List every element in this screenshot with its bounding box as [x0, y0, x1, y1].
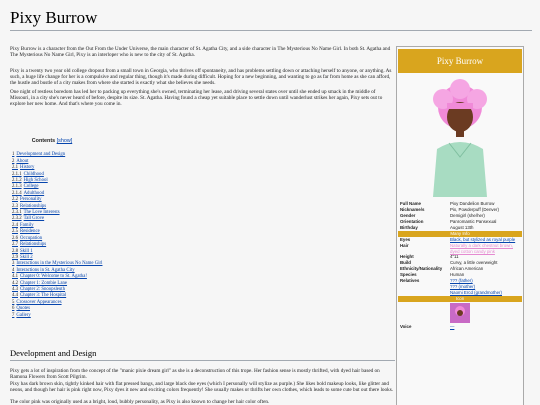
toc-item-number: 4 [12, 267, 15, 273]
toc-item-label[interactable]: Residence [20, 229, 40, 235]
toc-item-number: 5 [12, 299, 15, 305]
infobox-value: Demigirl (she/her) [450, 213, 485, 218]
toc-item-number: 1 [12, 152, 15, 158]
infobox-value: 4"11 [450, 254, 459, 260]
infobox-title: Pixy Burrow [398, 49, 522, 73]
toc-item-label[interactable]: Interactions in the Mysterious No Name Girl [16, 261, 103, 267]
toc-item-number: 2.7 [12, 242, 18, 248]
infobox-section-header-info: Many Info [398, 231, 522, 237]
toc-item-number: 2 [12, 158, 15, 164]
infobox-value: Curvy, a little overweight [450, 260, 498, 266]
toc-item-label[interactable]: Personality [20, 197, 42, 203]
toc-item-number: 6 [12, 306, 15, 312]
toc-item-label[interactable]: The Love Interests [23, 210, 60, 216]
toc-item-label[interactable]: Skill 1 [20, 248, 33, 254]
development-paragraph-2: Pixy has dark brown skin, tightly kinked hair with flat pressed bangs, and large black doe eyes (which I personally will stylize as purple.) She likes bold makeup looks, like glitter and neons, and though her hair is pink right now, Pixy dyes it new and exciting colors frequently! She usually makes or thrifts her own clothes, which leads to some cute but out there looks. [10, 381, 394, 394]
infobox-value: August 13th [450, 225, 474, 230]
section-heading-development: Development and Design [10, 348, 97, 358]
toc-item-number: 4.2 [12, 280, 18, 286]
infobox-key: Nickname/s [400, 207, 425, 212]
character-icon-image[interactable] [450, 303, 470, 323]
infobox-value: Panromantic Pansexual [450, 219, 497, 224]
toc-item-number: 7 [12, 312, 15, 318]
infobox-key: Eyes [400, 237, 411, 242]
intro-paragraph-2: Pixy is a twenty two year old college dropout from a small town in Georgia, who thrives off spontaneity, and has problems settling down or attaching herself to anyone, or anything. As such, a huge life change for her is a compulsive and regular thing, though it's made during difficult. Hoping for a new beginning, and wanting to go as far from home as she can afford, the hustle and bustle of a city makes from where she started is exactly what she believes she needs. [10, 68, 392, 87]
infobox-value[interactable]: Naturally a dark chestnut brown, dyed cotton candy pink [450, 243, 513, 254]
toc-item-label[interactable]: Chapter 0: Welcome to St. Agatha! [20, 274, 87, 280]
development-paragraph-1: Pixy gets a lot of inspiration from the concept of the "manic pixie dream girl" as she is a deconstruction of this trope. Her fashion sense is mostly thrifted, with dyed hair based on Ramona Flowers from Scott Pilgrim. [10, 368, 380, 381]
infobox-value[interactable]: Naomi Ercd (grandmother) [450, 290, 502, 296]
toc-item-label[interactable]: Development and Design [16, 152, 66, 158]
toc-item-number: 4.3 [12, 286, 18, 292]
infobox-key: Height [400, 254, 414, 260]
infobox-section-header-icon: Icon [398, 296, 522, 302]
toc-item-label[interactable]: Occupation [20, 235, 43, 241]
toc-list [12, 152, 103, 319]
toc-toggle-link[interactable]: [show] [56, 138, 73, 144]
infobox-key: Build [400, 260, 411, 266]
toc-item-number: 2.2 [12, 197, 18, 203]
toc-item-label[interactable]: Skill 2 [20, 254, 33, 260]
infobox-value[interactable]: ??? (father) [450, 278, 473, 284]
toc-item-number: 4.4 [12, 293, 18, 299]
toc-heading: Contents [31, 138, 56, 144]
infobox-key: Gender [400, 213, 416, 218]
infobox-row [398, 243, 522, 254]
toc-item-label[interactable]: High School [23, 178, 48, 184]
toc-item-number: 2.4 [12, 222, 18, 228]
infobox-value: Human [450, 272, 465, 278]
toc-item-label[interactable]: Adulthood [23, 190, 45, 196]
toc-item-number: 4.1 [12, 274, 18, 280]
toc-item-number: 2.3.2 [12, 216, 22, 222]
toc-item-label[interactable]: Chapter 2: Snoopsleuth [20, 286, 66, 292]
title-divider [10, 30, 532, 31]
toc-title [12, 138, 92, 144]
toc-item-number: 2.8 [12, 248, 18, 254]
toc-item-label[interactable]: Relationships [20, 242, 47, 248]
infobox-key: Voice [400, 324, 412, 330]
infobox-key: Ethnicity/Nationality [400, 266, 443, 272]
toc-item-label[interactable]: Family [20, 222, 34, 228]
toc-item-label[interactable]: About [16, 158, 29, 164]
infobox-key: Species [400, 272, 417, 278]
character-infobox [396, 46, 524, 405]
table-of-contents [12, 138, 103, 364]
toc-item-label[interactable]: Crossover Appearances [16, 299, 62, 305]
character-portrait-image[interactable] [425, 77, 495, 197]
infobox-key: Orientation [400, 219, 424, 224]
toc-item-label[interactable]: Quotes [16, 306, 30, 312]
toc-item-number: 2.1.2 [12, 178, 22, 184]
toc-item[interactable] [12, 313, 92, 319]
toc-item-label[interactable]: Tall Grove [23, 216, 45, 222]
toc-item-label[interactable]: Chapter 3: The Hospital [20, 293, 67, 299]
infobox-key: Relatives [400, 278, 420, 284]
toc-item-label[interactable]: Interactions in St. Agatha City [16, 267, 75, 273]
page-title: Pixy Burrow [10, 8, 98, 27]
infobox-key: Birthday [400, 225, 418, 230]
infobox-value: Pixy Dandelion Burrow [450, 201, 495, 206]
toc-item-label[interactable]: Chapter 1: Zombie Lane [20, 280, 68, 286]
infobox-value[interactable]: ??? (mother) [450, 284, 476, 290]
toc-item-number: 2.1.4 [12, 190, 22, 196]
toc-item-label[interactable]: Gallery [16, 312, 31, 318]
toc-item-number: 3 [12, 261, 15, 267]
toc-item-label[interactable]: Relationships [20, 203, 47, 209]
toc-item-label[interactable]: College [23, 184, 39, 190]
infobox-key [398, 290, 450, 296]
development-paragraph-3: The color pink was originally used as a bright, loud, bubbly personality, as Pixy is also known to change her hair color often. [10, 399, 270, 405]
toc-item-number: 2.5 [12, 229, 18, 235]
toc-item-label[interactable]: Childhood [23, 171, 44, 177]
toc-item-number: 2.3 [12, 203, 18, 209]
infobox-value: African American [450, 266, 484, 272]
toc-item-number: 2.1.1 [12, 171, 22, 177]
toc-item-number: 2.9 [12, 254, 18, 260]
infobox-key: Full Name [400, 201, 421, 206]
lead-paragraph: Pixy Burrow is a character from the Out From the Under Universe, the main character of St. Agatha City, and a side character in The Mysterious No Name Girl. In both St. Agatha and The Mysterious No Name Girl, Pixy is an interloper who is new to the city of St. Agatha. [10, 46, 391, 59]
infobox-row-voice [398, 324, 522, 330]
toc-item-number: 2.1 [12, 165, 18, 171]
toc-item-number: 2.3.1 [12, 210, 22, 216]
section-divider [10, 360, 395, 361]
infobox-value: Pix, Powderpuff (Denver) [450, 207, 499, 212]
toc-item-label[interactable]: History [20, 165, 35, 171]
infobox-value[interactable]: — [450, 324, 455, 330]
intro-paragraph-3: One night of restless boredom has led her to packing up everything she's owned, terminating her lease, and driving several states over until she ended up smack in the middle of Missouri, in a city she's never heard of before, despite its size. St. Agatha. Having found a cheap yet suitable place to settle down until wanderlust strikes her again, Pixy sets out to explore her new home. And that's where you come in. [10, 89, 383, 108]
toc-item-number: 2.6 [12, 235, 18, 241]
toc-item-number: 2.1.3 [12, 184, 22, 190]
infobox-value[interactable]: Black, but stylized as royal purple [450, 237, 516, 242]
infobox-key: Hair [400, 243, 409, 248]
